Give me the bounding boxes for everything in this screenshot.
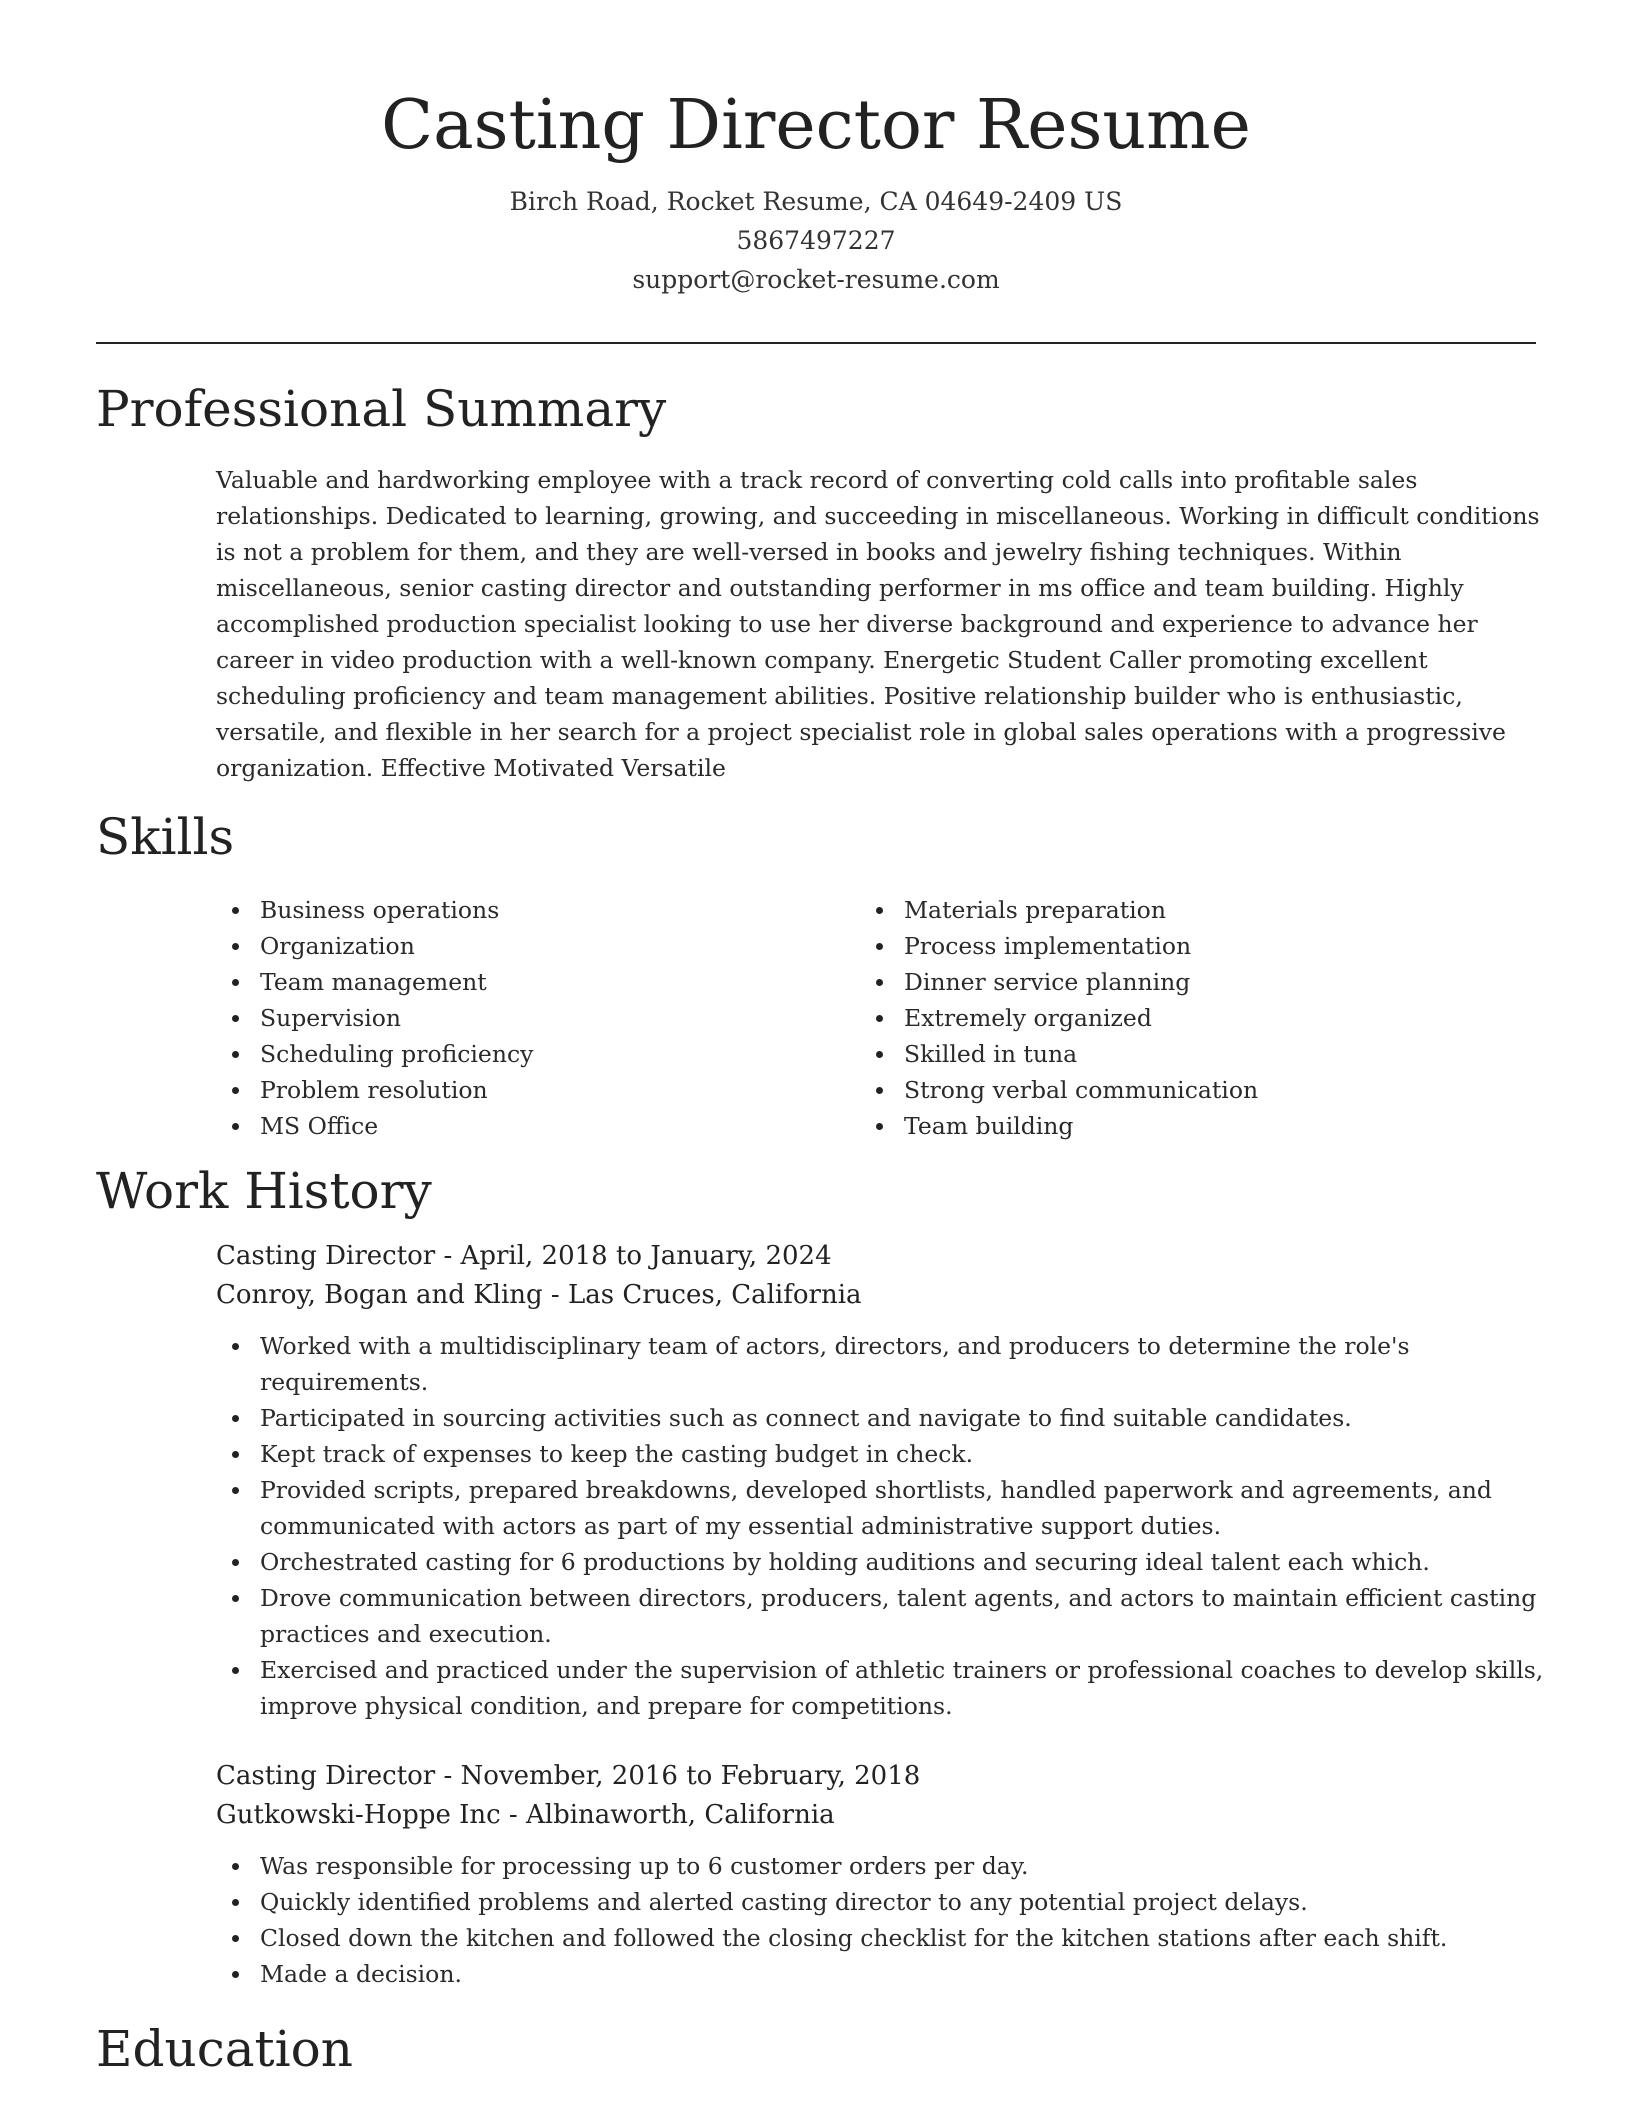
- skill-item: Organization: [216, 928, 856, 964]
- job-bullet: Made a decision.: [216, 1956, 1546, 1992]
- job-bullets: [216, 1328, 1546, 1724]
- summary-heading: Professional Summary: [96, 380, 667, 438]
- skill-item: Problem resolution: [216, 1072, 856, 1108]
- skill-item: Business operations: [216, 892, 856, 928]
- skills-list-right: [860, 892, 1500, 1144]
- phone: 5867497227: [736, 226, 896, 255]
- job-bullets: [216, 1848, 1546, 1992]
- job-bullet: Kept track of expenses to keep the casting budget in check.: [216, 1436, 1546, 1472]
- skill-item: Materials preparation: [860, 892, 1500, 928]
- job-bullet: Participated in sourcing activities such as connect and navigate to find suitable candidates.: [216, 1400, 1546, 1436]
- skill-item: Dinner service planning: [860, 964, 1500, 1000]
- skill-item: Process implementation: [860, 928, 1500, 964]
- job-title-line: Casting Director - April, 2018 to January, 2024: [216, 1241, 832, 1271]
- skill-item: Strong verbal communication: [860, 1072, 1500, 1108]
- job-bullet: Quickly identified problems and alerted casting director to any potential project delays.: [216, 1884, 1546, 1920]
- contact-block: [0, 182, 1632, 299]
- education-heading: Education: [96, 2020, 353, 2078]
- resume-header: [0, 82, 1632, 299]
- job-bullet: Drove communication between directors, producers, talent agents, and actors to maintain efficient casting practices and execution.: [216, 1580, 1546, 1652]
- work-history-heading: Work History: [96, 1162, 432, 1220]
- skill-item: Scheduling proficiency: [216, 1036, 856, 1072]
- skill-item: Extremely organized: [860, 1000, 1500, 1036]
- skills-heading: Skills: [96, 808, 235, 866]
- job-bullet: Provided scripts, prepared breakdowns, developed shortlists, handled paperwork and agreements, and communicated with actors as part of my essential administrative support duties.: [216, 1472, 1546, 1544]
- job-bullet: Closed down the kitchen and followed the closing checklist for the kitchen stations after each shift.: [216, 1920, 1546, 1956]
- job-company-line: Gutkowski-Hoppe Inc - Albinaworth, California: [216, 1800, 835, 1830]
- job-bullet: Was responsible for processing up to 6 customer orders per day.: [216, 1848, 1546, 1884]
- skill-item: MS Office: [216, 1108, 856, 1144]
- job-bullet: Orchestrated casting for 6 productions by holding auditions and securing ideal talent each which.: [216, 1544, 1546, 1580]
- job-title-line: Casting Director - November, 2016 to February, 2018: [216, 1761, 921, 1791]
- skills-list-left: [216, 892, 856, 1144]
- address: Birch Road, Rocket Resume, CA 04649-2409 US: [509, 187, 1123, 216]
- header-divider: [96, 342, 1536, 344]
- skill-item: Team management: [216, 964, 856, 1000]
- skill-item: Skilled in tuna: [860, 1036, 1500, 1072]
- job-company-line: Conroy, Bogan and Kling - Las Cruces, California: [216, 1280, 862, 1310]
- summary-text: Valuable and hardworking employee with a track record of converting cold calls into profitable sales relationships. Dedicated to learning, growing, and succeeding in miscellaneous. Working in difficult conditions is not a problem for them, and they are well-versed in books and jewelry fishing techniques. Within miscellaneous, senior casting director and outstanding performer in ms office and team building. Highly accomplished production specialist looking to use her diverse background and experience to advance her career in video production with a well-known company. Energetic Student Caller promoting excellent scheduling proficiency and team management abilities. Positive relationship builder who is enthusiastic, versatile, and flexible in her search for a project specialist role in global sales operations with a progressive organization. Effective Motivated Versatile: [216, 466, 1540, 782]
- skill-item: Supervision: [216, 1000, 856, 1036]
- job-bullet: Exercised and practiced under the supervision of athletic trainers or professional coaches to develop skills, improve physical condition, and prepare for competitions.: [216, 1652, 1546, 1724]
- resume-title: Casting Director Resume: [381, 86, 1251, 165]
- job-bullet: Worked with a multidisciplinary team of actors, directors, and producers to determine the role's requirements.: [216, 1328, 1546, 1400]
- skill-item: Team building: [860, 1108, 1500, 1144]
- email: support@rocket-resume.com: [632, 265, 1000, 294]
